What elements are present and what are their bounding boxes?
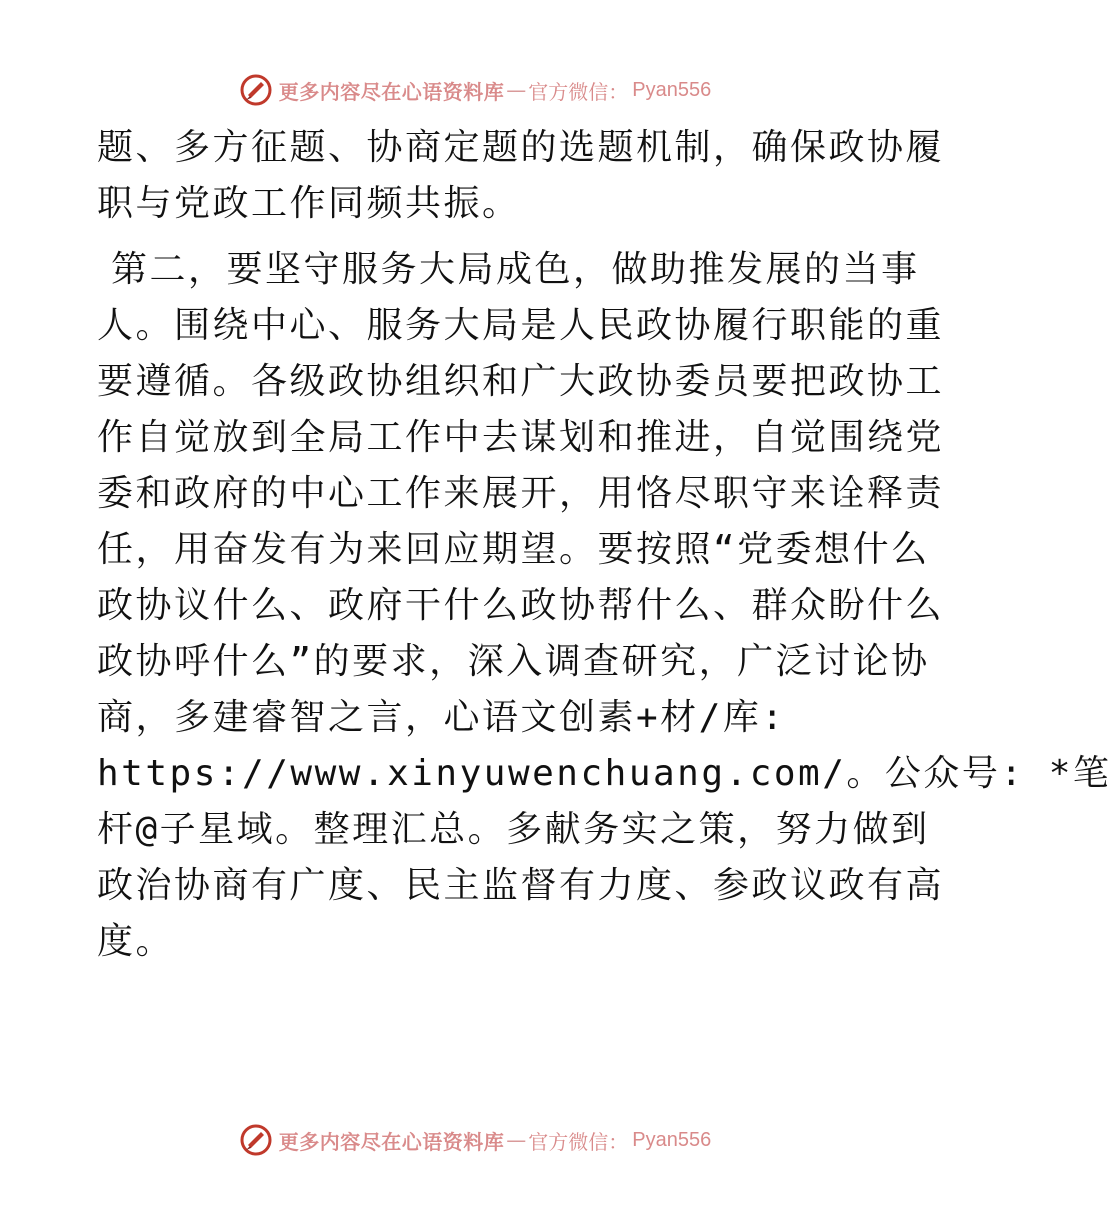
text-line: 杆@子星域。整理汇总。多献务实之策，努力做到 bbox=[97, 809, 930, 850]
text-line: https://www.xinyuwenchuang.com/。公众号: *笔 bbox=[97, 753, 1111, 794]
watermark-main: 更多内容尽在心语资料库 bbox=[278, 79, 505, 104]
text-line: 度。 bbox=[97, 921, 175, 962]
header-watermark bbox=[0, 70, 950, 110]
document-body bbox=[97, 120, 1111, 970]
watermark-sub: 官方微信： bbox=[528, 79, 629, 104]
watermark-main: 更多内容尽在心语资料库 bbox=[278, 1129, 505, 1154]
text-line: 题、多方征题、协商定题的选题机制，确保政协履 bbox=[97, 127, 945, 168]
brand-logo-icon bbox=[239, 73, 273, 107]
watermark-dash: — bbox=[506, 1128, 527, 1152]
text-line: 要遵循。各级政协组织和广大政协委员要把政协工 bbox=[97, 361, 945, 402]
paragraph-1 bbox=[97, 120, 945, 232]
text-line: 作自觉放到全局工作中去谋划和推进，自觉围绕党 bbox=[97, 417, 945, 458]
text-line: 政协议什么、政府干什么政协帮什么、群众盼什么 bbox=[97, 585, 945, 626]
text-line: 政协呼什么”的要求，深入调查研究，广泛讨论协 bbox=[97, 641, 930, 682]
text-line: 商，多建睿智之言，心语文创素+材/库: bbox=[97, 697, 786, 738]
footer-watermark bbox=[0, 1120, 950, 1160]
watermark-sub: 官方微信： bbox=[528, 1129, 629, 1154]
text-line: 人。围绕中心、服务大局是人民政协履行职能的重 bbox=[97, 305, 945, 346]
watermark-dash: — bbox=[506, 78, 527, 102]
brand-logo-icon bbox=[239, 1123, 273, 1157]
text-line: 职与党政工作同频共振。 bbox=[97, 183, 521, 224]
text-line: 政治协商有广度、民主监督有力度、参政议政有高 bbox=[97, 865, 945, 906]
watermark-id: Pyan556 bbox=[632, 78, 712, 101]
text-line: 任，用奋发有为来回应期望。要按照“党委想什么 bbox=[97, 529, 930, 570]
text-line: 委和政府的中心工作来展开，用恪尽职守来诠释责 bbox=[97, 473, 945, 514]
text-line: 第二，要坚守服务大局成色，做助推发展的当事 bbox=[111, 249, 920, 290]
watermark-id: Pyan556 bbox=[632, 1128, 712, 1151]
paragraph-2 bbox=[97, 242, 1111, 970]
